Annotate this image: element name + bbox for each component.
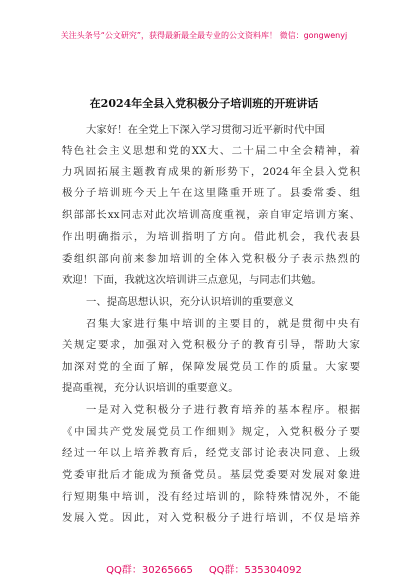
body-line: 关规定要求，加强对入党积极分子的教育引导，帮助大家: [62, 339, 360, 351]
body-line: 织部部长xx同志对此次培训高度重视，亲自审定培训方案、: [62, 209, 360, 221]
body-line: 力巩固拓展主题教育成果的新形势下，2024年全县入党积: [62, 166, 360, 178]
document-title: 在2024年全县入党积极分子培训班的开班讲话: [89, 97, 319, 110]
footer-qq-group-1: QQ群：30265665: [106, 565, 193, 576]
body-line: 大家好！在全党上下深入学习贯彻习近平新时代中国: [86, 124, 325, 136]
body-line: 《中国共产党发展党员工作细则》规定，入党积极分子要: [62, 426, 360, 438]
body-line: 发展入党。因此，对入党积极分子进行培训，不仅是培养: [62, 512, 360, 524]
body-line: 特色社会主义思想和党的XX大、二十届二中全会精神，着: [62, 145, 360, 157]
footer-qq: [0, 561, 408, 576]
body-line: 欢迎！下面，我就这次培训讲三点意见，与同志们共勉。: [62, 274, 322, 286]
section-heading: 一、提高思想认识，充分认识培训的重要意义: [86, 296, 294, 308]
body-line: 加深对党的全面了解，保障发展党员工作的质量。大家要: [62, 361, 360, 373]
body-line: 党委审批后才能成为预备党员。基层党委要对发展对象进: [62, 469, 360, 481]
footer-qq-group-2: QQ群：535304092: [208, 565, 302, 576]
body-line: 委组织部向前来参加培训的全体入党积极分子表示热烈的: [62, 253, 360, 265]
body-line: 作出明确指示，为培训指明了方向。借此机会，我代表县: [62, 231, 360, 243]
body-line: 召集大家进行集中培训的主要目的，就是贯彻中央有: [86, 318, 360, 330]
body-line: 一是对入党积极分子进行教育培养的基本程序。根据: [86, 404, 360, 416]
body-line: 经过一年以上培养教育后，经党支部讨论表决同意、上级: [62, 447, 360, 459]
body-line: 行短期集中培训，没有经过培训的，除特殊情况外，不能: [62, 491, 360, 503]
header-banner: 关注头条号“公文研究”，获得最新最全最专业的公文资料库！ 微信：gongwenyj: [60, 31, 348, 40]
body-line: 提高重视，充分认识培训的重要意义。: [62, 382, 239, 394]
body-line: 极分子培训班今天上午在这里隆重开班了。县委常委、组: [62, 187, 360, 199]
